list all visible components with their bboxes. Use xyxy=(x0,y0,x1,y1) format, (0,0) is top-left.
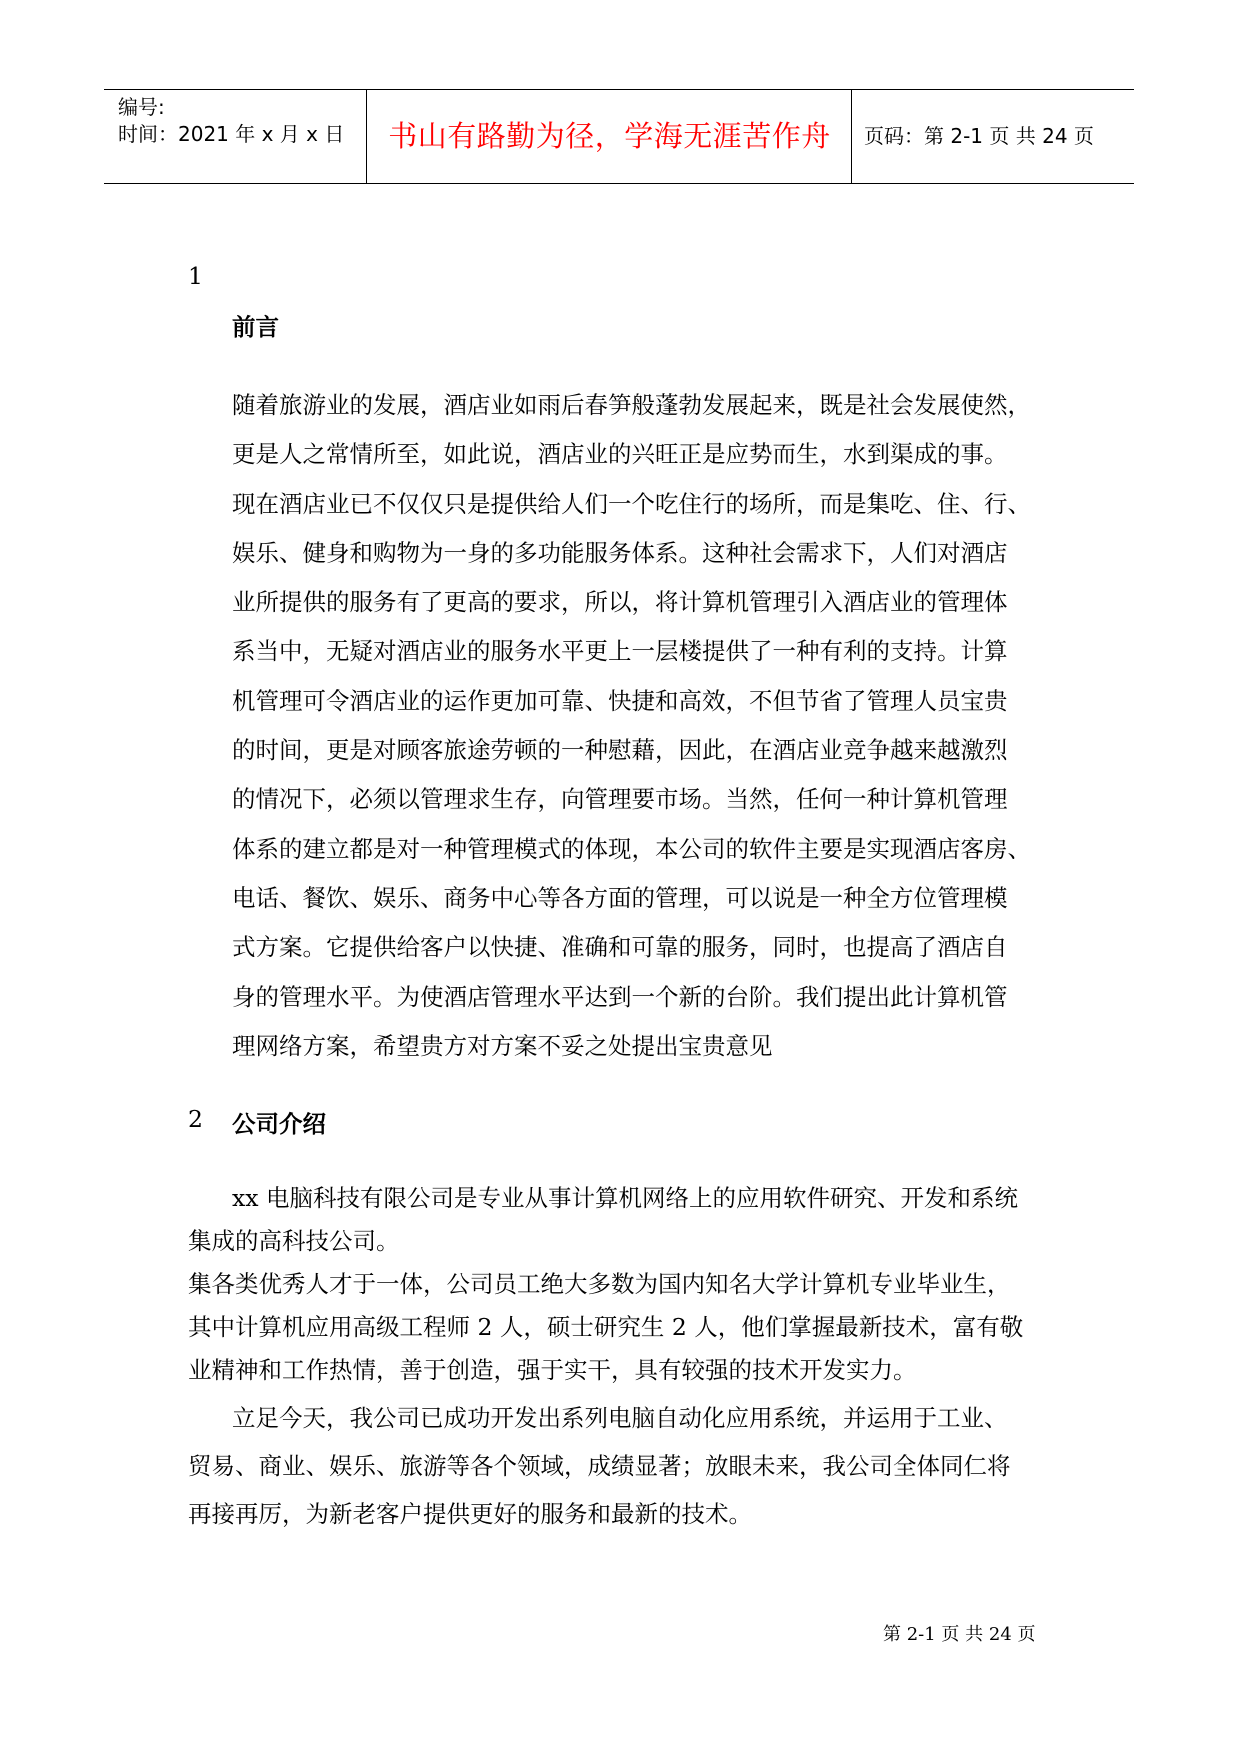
paragraph-line: 系当中，无疑对酒店业的服务水平更上一层楼提供了一种有利的支持。计算 xyxy=(232,637,1008,666)
section-number: 2 xyxy=(188,1105,203,1133)
paragraph-line: 机管理可令酒店业的运作更加可靠、快捷和高效，不但节省了管理人员宝贵 xyxy=(232,686,1008,715)
paragraph-line: 式方案。它提供给客户以快捷、准确和可靠的服务，同时，也提高了酒店自 xyxy=(232,933,1008,962)
paragraph-line: 电话、餐饮、娱乐、商务中心等各方面的管理，可以说是一种全方位管理模 xyxy=(232,883,1008,912)
paragraph-line: 理网络方案，希望贵方对方案不妥之处提出宝贵意见 xyxy=(232,1031,773,1060)
paragraph-line: 的时间，更是对顾客旅途劳顿的一种慰藉，因此，在酒店业竞争越来越激烈 xyxy=(232,736,1008,765)
paragraph-line: 立足今天，我公司已成功开发出系列电脑自动化应用系统，并运用于工业、 xyxy=(232,1404,1008,1432)
paragraph-line: 业所提供的服务有了更高的要求，所以，将计算机管理引入酒店业的管理体 xyxy=(232,588,1008,617)
paragraph-line: 体系的建立都是对一种管理模式的体现，本公司的软件主要是实现酒店客房、 xyxy=(232,834,1031,863)
paragraph-line: 其中计算机应用高级工程师 2 人，硕士研究生 2 人，他们掌握最新技术，富有敬 xyxy=(188,1313,1024,1341)
section-title: 前言 xyxy=(232,313,279,341)
header-divider xyxy=(851,90,852,183)
header-meta xyxy=(118,94,358,148)
paragraph-line: 贸易、商业、娱乐、旅游等各个领域，成绩显著；放眼未来，我公司全体同仁将 xyxy=(188,1452,1011,1480)
paragraph-line: 身的管理水平。为使酒店管理水平达到一个新的台阶。我们提出此计算机管 xyxy=(232,982,1008,1011)
paragraph-line: 集各类优秀人才于一体，公司员工绝大多数为国内知名大学计算机专业毕业生， xyxy=(188,1270,1011,1298)
page-header xyxy=(104,89,1134,184)
paragraph-line: xx 电脑科技有限公司是专业从事计算机网络上的应用软件研究、开发和系统 xyxy=(232,1184,1018,1212)
header-motto: 书山有路勤为径，学海无涯苦作舟 xyxy=(388,119,831,153)
paragraph-line: 娱乐、健身和购物为一身的多功能服务体系。这种社会需求下，人们对酒店 xyxy=(232,538,1008,567)
paragraph-line: 现在酒店业已不仅仅只是提供给人们一个吃住行的场所，而是集吃、住、行、 xyxy=(232,489,1031,518)
paragraph-line: 集成的高科技公司。 xyxy=(188,1227,400,1255)
paragraph-line: 随着旅游业的发展，酒店业如雨后春笋般蓬勃发展起来，既是社会发展使然， xyxy=(232,391,1031,419)
section-number: 1 xyxy=(188,262,203,290)
time-label: 时间：2021 年 x 月 x 日 xyxy=(118,122,345,146)
preface-paragraph xyxy=(232,381,1072,1071)
header-divider xyxy=(366,90,367,183)
page-footer: 第 2-1 页 共 24 页 xyxy=(883,1624,1036,1645)
section-title: 公司介绍 xyxy=(232,1110,326,1138)
paragraph-line: 的情况下，必须以管理求生存，向管理要市场。当然，任何一种计算机管理 xyxy=(232,785,1008,814)
paragraph-line: 更是人之常情所至，如此说，酒店业的兴旺正是应势而生，水到渠成的事。 xyxy=(232,440,1008,469)
header-page-label: 页码：第 2-1 页 共 24 页 xyxy=(864,124,1094,148)
number-label: 编号: xyxy=(118,95,165,119)
paragraph-line: 再接再厉，为新老客户提供更好的服务和最新的技术。 xyxy=(188,1500,752,1528)
paragraph-line: 业精神和工作热情，善于创造，强于实干，具有较强的技术开发实力。 xyxy=(188,1356,917,1384)
